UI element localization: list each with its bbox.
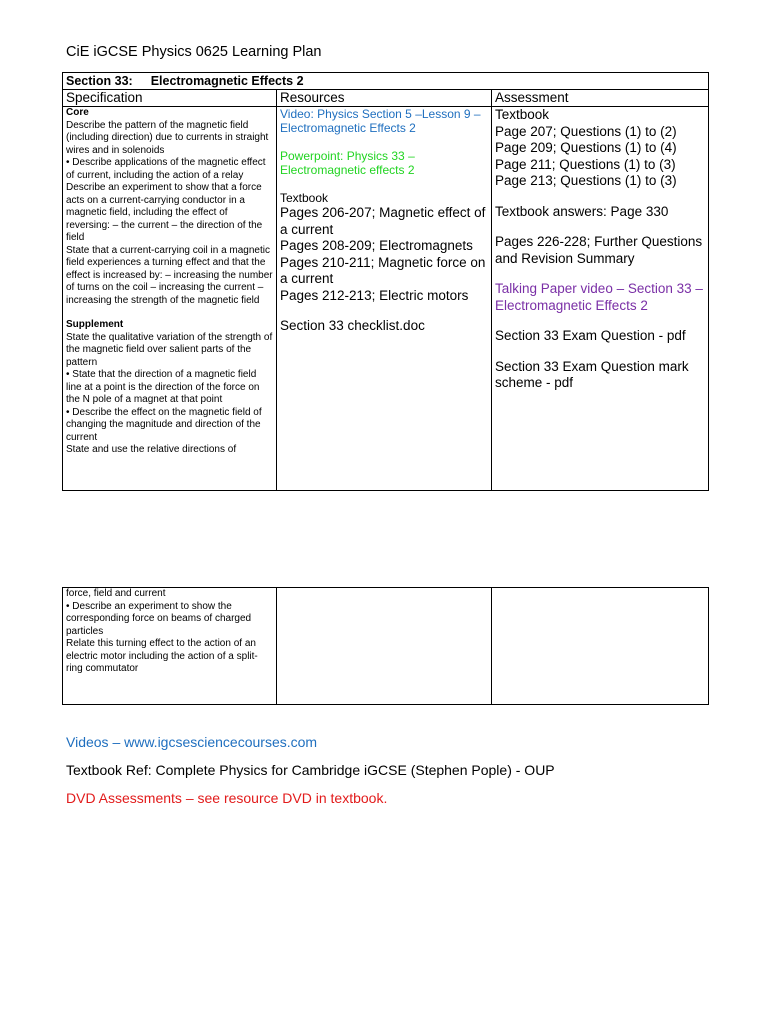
- spec-item: force, field and current: [66, 588, 166, 599]
- exam-mark-scheme-pdf[interactable]: Section 33 Exam Question mark scheme - pdf: [495, 358, 689, 390]
- resources-cell-continued: [277, 588, 492, 705]
- resources-cell: [277, 107, 492, 491]
- exam-question-pdf[interactable]: Section 33 Exam Question - pdf: [495, 328, 686, 343]
- header-resources: Resources: [277, 90, 492, 107]
- spec-item: • Describe applications of the magnetic effect of current, including the action of a relay: [66, 157, 266, 181]
- assessment-question: Page 209; Questions (1) to (4): [495, 140, 677, 155]
- textbook-pages: Pages 212-213; Electric motors: [280, 287, 469, 303]
- learning-plan-table-continued: [62, 587, 709, 705]
- spec-item: State and use the relative directions of: [66, 444, 237, 455]
- spec-item: • Describe an experiment to show the corresponding force on beams of charged particles: [66, 600, 252, 637]
- header-specification: Specification: [63, 90, 277, 107]
- assessment-cell-continued: [492, 588, 709, 705]
- powerpoint-link[interactable]: Powerpoint: Physics 33 – Electromagnetic effects 2: [280, 149, 415, 177]
- spec-item: Describe the pattern of the magnetic field (including direction) due to currents in straight wires and in solenoids: [66, 119, 269, 156]
- spec-item: State the qualitative variation of the strength of the magnetic field over salient parts of the pattern: [66, 331, 273, 368]
- header-assessment: Assessment: [492, 90, 709, 107]
- textbook-answers: Textbook answers: Page 330: [495, 203, 669, 219]
- spec-item: State that a current-carrying coil in a magnetic field experiences a turning effect and that the effect is increased by: – increasing the number of turns on the coil – increasing the current – increasing the strength of the magnetic field: [66, 244, 273, 306]
- document-title: CiE iGCSE Physics 0625 Learning Plan: [66, 44, 322, 60]
- section-title: Electromagnetic Effects 2: [150, 74, 304, 88]
- assessment-question: Page 213; Questions (1) to (3): [495, 173, 677, 188]
- specification-cell: [63, 107, 277, 491]
- supplement-label: Supplement: [66, 319, 124, 330]
- further-questions: Pages 226-228; Further Questions and Revision Summary: [495, 234, 703, 266]
- core-label: Core: [66, 107, 89, 118]
- checklist-doc[interactable]: Section 33 checklist.doc: [280, 318, 425, 333]
- section-row: [63, 73, 709, 90]
- video-link[interactable]: Video: Physics Section 5 –Lesson 9 – Electromagnetic Effects 2: [280, 107, 481, 135]
- content-row-continued: [63, 588, 709, 705]
- textbook-pages: Pages 208-209; Electromagnets: [280, 238, 473, 253]
- talking-paper-video-link[interactable]: Talking Paper video – Section 33 – Electromagnetic Effects 2: [495, 281, 703, 313]
- textbook-label: Textbook: [280, 191, 329, 205]
- content-row: [63, 107, 709, 491]
- assessment-textbook-label: Textbook: [495, 107, 550, 122]
- section-number: Section 33:: [66, 74, 133, 88]
- textbook-pages: Pages 210-211; Magnetic force on a current: [280, 254, 486, 286]
- textbook-pages: Pages 206-207; Magnetic effect of a current: [280, 205, 486, 237]
- specification-cell-continued: [63, 588, 277, 705]
- spec-item: Relate this turning effect to the action of an electric motor including the action of a split-ring commutator: [66, 638, 258, 674]
- videos-link[interactable]: Videos – www.igcsesciencecourses.com: [66, 734, 318, 750]
- learning-plan-table: [62, 72, 709, 491]
- header-row: [63, 90, 709, 107]
- dvd-assessments-note: DVD Assessments – see resource DVD in textbook.: [66, 790, 388, 806]
- spec-item: Describe an experiment to show that a force acts on a current-carrying conductor in a magnetic field, including the effect of reversing: – the current – the direction of the field: [66, 182, 263, 243]
- textbook-reference: Textbook Ref: Complete Physics for Cambridge iGCSE (Stephen Pople) - OUP: [66, 762, 555, 778]
- assessment-question: Page 207; Questions (1) to (2): [495, 123, 677, 139]
- assessment-cell: [492, 107, 709, 491]
- section-heading: [63, 73, 709, 90]
- spec-item: • State that the direction of a magnetic field line at a point is the direction of the force on the N pole of a magnet at that point: [66, 369, 260, 405]
- spec-item: • Describe the effect on the magnetic field of changing the magnitude and direction of the current: [66, 406, 262, 443]
- assessment-question: Page 211; Questions (1) to (3): [495, 156, 676, 172]
